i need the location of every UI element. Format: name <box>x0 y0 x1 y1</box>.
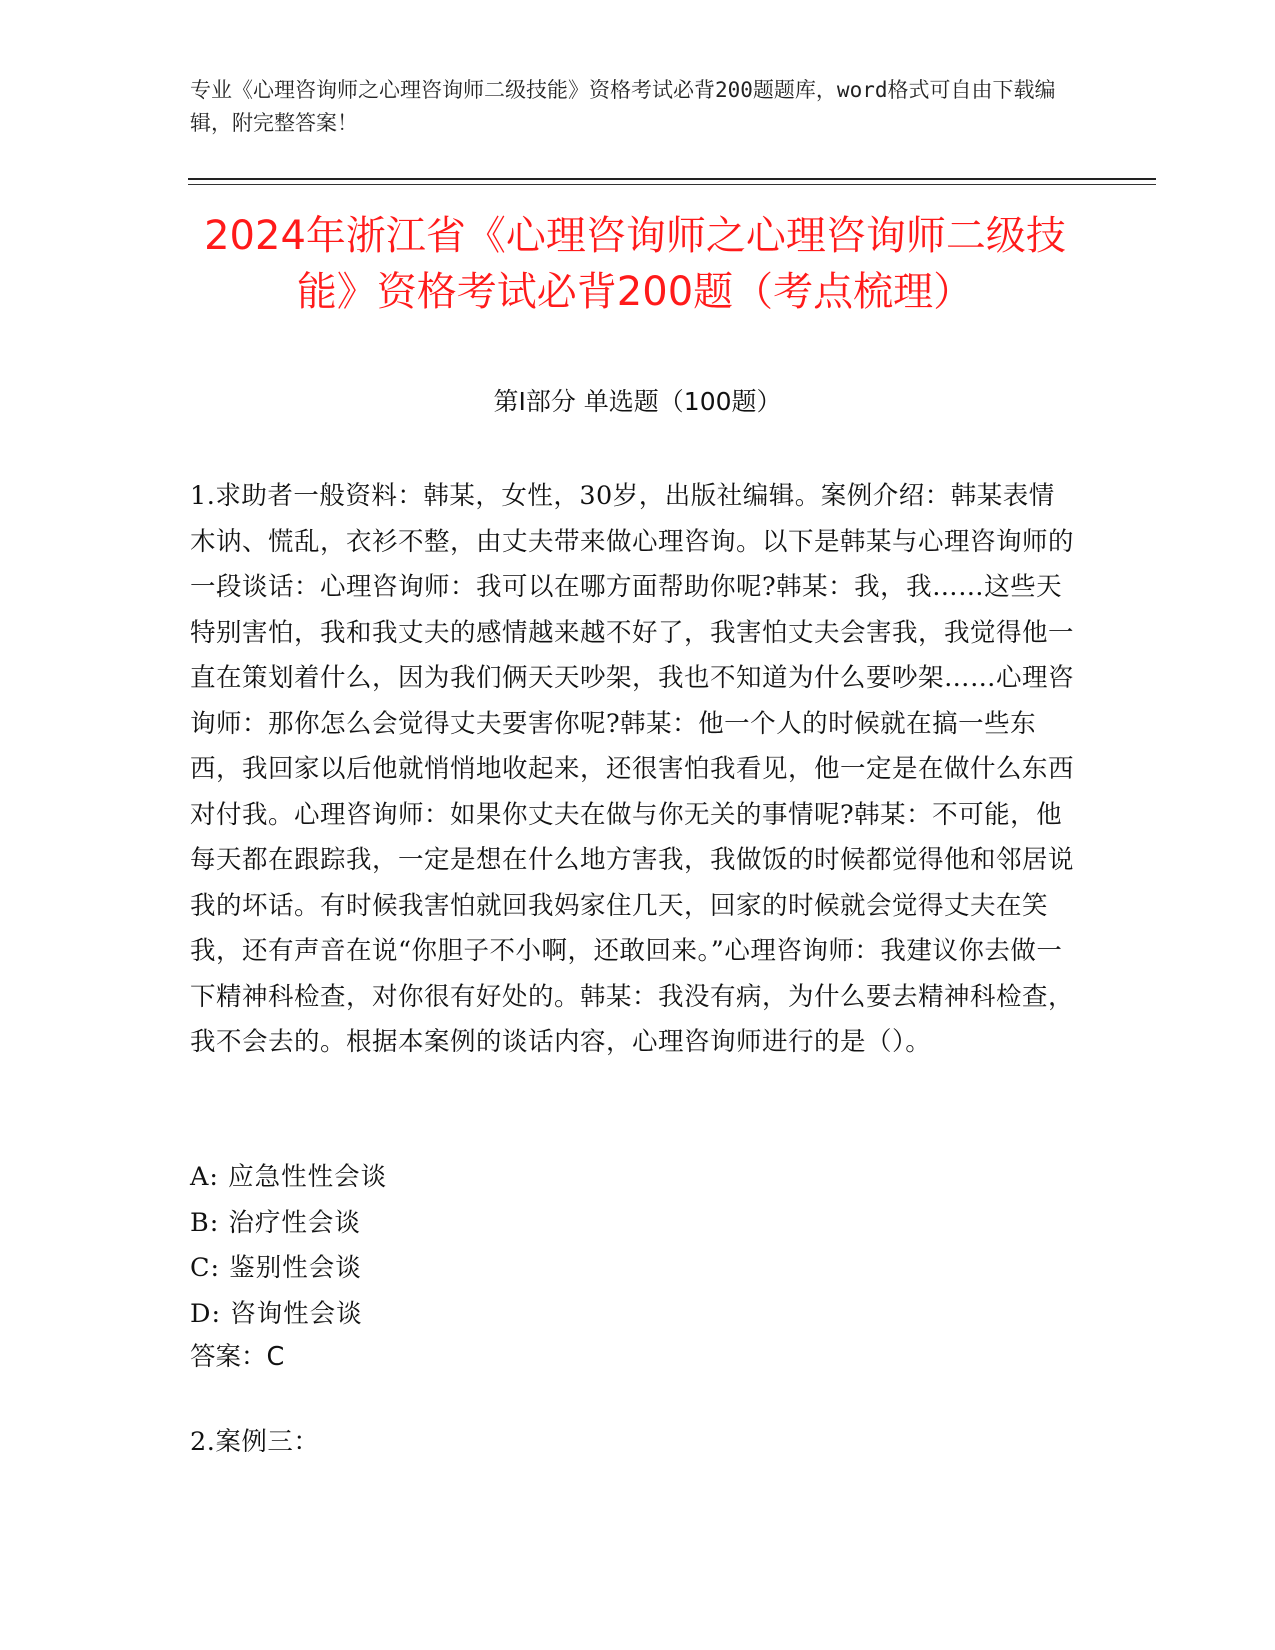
option-a: A: 应急性性会谈 <box>190 1162 388 1192</box>
question-1-answer: 答案：C <box>190 1342 285 1372</box>
header-divider-thick <box>188 178 1156 180</box>
section-heading: 第Ⅰ部分 单选题（100题） <box>493 387 782 416</box>
header-divider-thin <box>188 184 1156 185</box>
option-b: B: 治疗性会谈 <box>190 1207 361 1238</box>
question-1-text: 1.求助者一般资料：韩某，女性，30岁，出版社编辑。案例介绍：韩某表情木讷、慌乱，衣衫不整，由丈夫带来做心理咨询。以下是韩某与心理咨询师的一段谈话：心理咨询师：我可以在哪方面帮助你呢?韩某：我，我……这些天特别害怕，我和我丈夫的感情越来越不好了，我害怕丈夫会害我，我觉得他一直在策划着什么，因为我们俩天天吵架，我也不知道为什么要吵架……心理咨询师：那你怎么会觉得丈夫要害你呢?韩某：他一个人的时候就在搞一些东西，我回家以后他就悄悄地收起来，还很害怕我看见，他一定是在做什么东西对付我。心理咨询师：如果你丈夫在做与你无关的事情呢?韩某：不可能，他每天都在跟踪我，一定是想在什么地方害我，我做饭的时候都觉得他和邻居说我的坏话。有时候我害怕就回我妈家住几天，回家的时候就会觉得丈夫在笑我，还有声音在说“你胆子不小啊，还敢回来。”心理咨询师：我建议你去做一下精神科检查，对你很有好处的。韩某：我没有病，为什么要去精神科检查，我不会去的。根据本案例的谈话内容，心理咨询师进行的是（）。 <box>190 481 1075 1057</box>
option-c: C: 鉴别性会谈 <box>190 1253 362 1283</box>
question-1-options <box>190 1155 1080 1337</box>
header-note: 专业《心理咨询师之心理咨询师二级技能》资格考试必背200题题库，word格式可自由下载编辑，附完整答案！ <box>190 78 1056 135</box>
option-d: D: 咨询性会谈 <box>190 1298 363 1329</box>
question-2-text: 2.案例三： <box>190 1427 320 1457</box>
document-title: 2024年浙江省《心理咨询师之心理咨询师二级技能》资格考试必背200题（考点梳理） <box>204 213 1066 315</box>
